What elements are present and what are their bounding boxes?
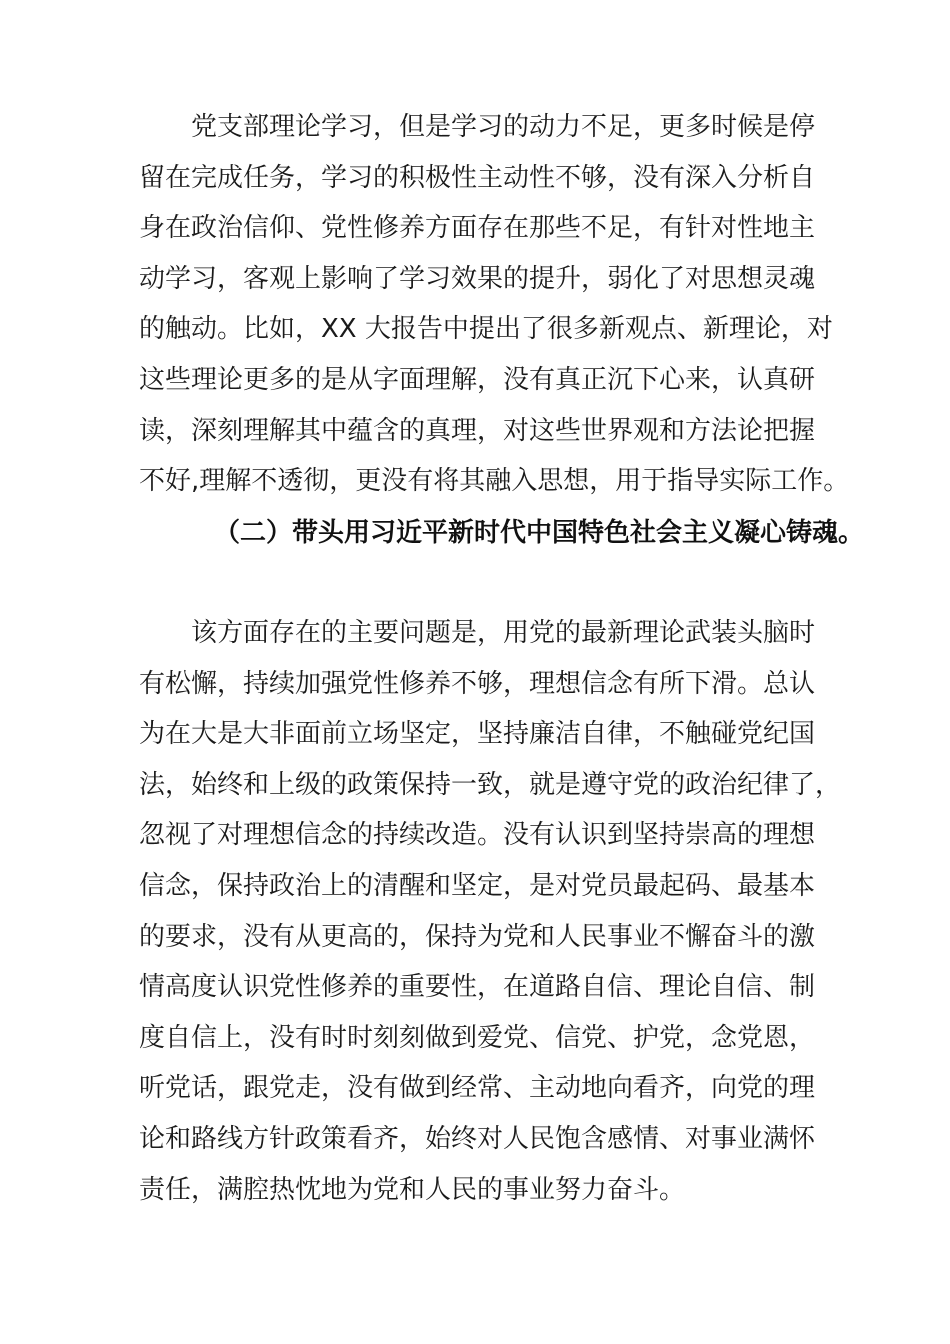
paragraph-party-branch-study [139, 102, 850, 507]
paragraph-line: 动学习，客观上影响了学习效果的提升，弱化了对思想灵魂 [139, 263, 816, 294]
section-heading-2: （二）带头用习近平新时代中国特色社会主义凝心铸魂。 [214, 518, 865, 548]
paragraph-line: 的要求，没有从更高的，保持为党和人民事业不懈奋斗的激 [139, 921, 816, 952]
paragraph-line: 信念，保持政治上的清醒和坚定，是对党员最起码、最基本 [139, 870, 816, 901]
paragraph-line: 情高度认识党性修养的重要性，在道路自信、理论自信、制 [139, 972, 816, 1003]
paragraph-line: 有松懈，持续加强党性修养不够，理想信念有所下滑。总认 [139, 668, 816, 699]
paragraph-main-problems [139, 608, 842, 1215]
paragraph-line: 该方面存在的主要问题是，用党的最新理论武装头脑时 [139, 618, 816, 648]
paragraph-line: 论和路线方针政策看齐，始终对人民饱含感情、对事业满怀 [139, 1123, 816, 1154]
paragraph-line: 这些理论更多的是从字面理解，没有真正沉下心来，认真研 [139, 364, 816, 395]
paragraph-line: 的触动。比如，XX 大报告中提出了很多新观点、新理论，对 [139, 314, 833, 345]
paragraph-line: 身在政治信仰、党性修养方面存在那些不足，有针对性地主 [139, 213, 816, 244]
paragraph-line: 度自信上，没有时时刻刻做到爱党、信党、护党，念党恩， [139, 1022, 816, 1053]
paragraph-line: 读，深刻理解其中蕴含的真理，对这些世界观和方法论把握 [139, 415, 816, 446]
paragraph-line: 不好,理解不透彻，更没有将其融入思想，用于指导实际工作。 [139, 466, 850, 497]
paragraph-line: 法，始终和上级的政策保持一致，就是遵守党的政治纪律了， [139, 769, 842, 800]
paragraph-line: 为在大是大非面前立场坚定，坚持廉洁自律，不触碰党纪国 [139, 719, 816, 750]
paragraph-line: 留在完成任务，学习的积极性主动性不够，没有深入分析自 [139, 162, 816, 193]
paragraph-line: 听党话，跟党走，没有做到经常、主动地向看齐，向党的理 [139, 1073, 816, 1104]
paragraph-line: 忽视了对理想信念的持续改造。没有认识到坚持崇高的理想 [139, 820, 816, 851]
paragraph-line: 党支部理论学习，但是学习的动力不足，更多时候是停 [139, 112, 816, 142]
paragraph-line: 责任，满腔热忱地为党和人民的事业努力奋斗。 [139, 1174, 686, 1205]
